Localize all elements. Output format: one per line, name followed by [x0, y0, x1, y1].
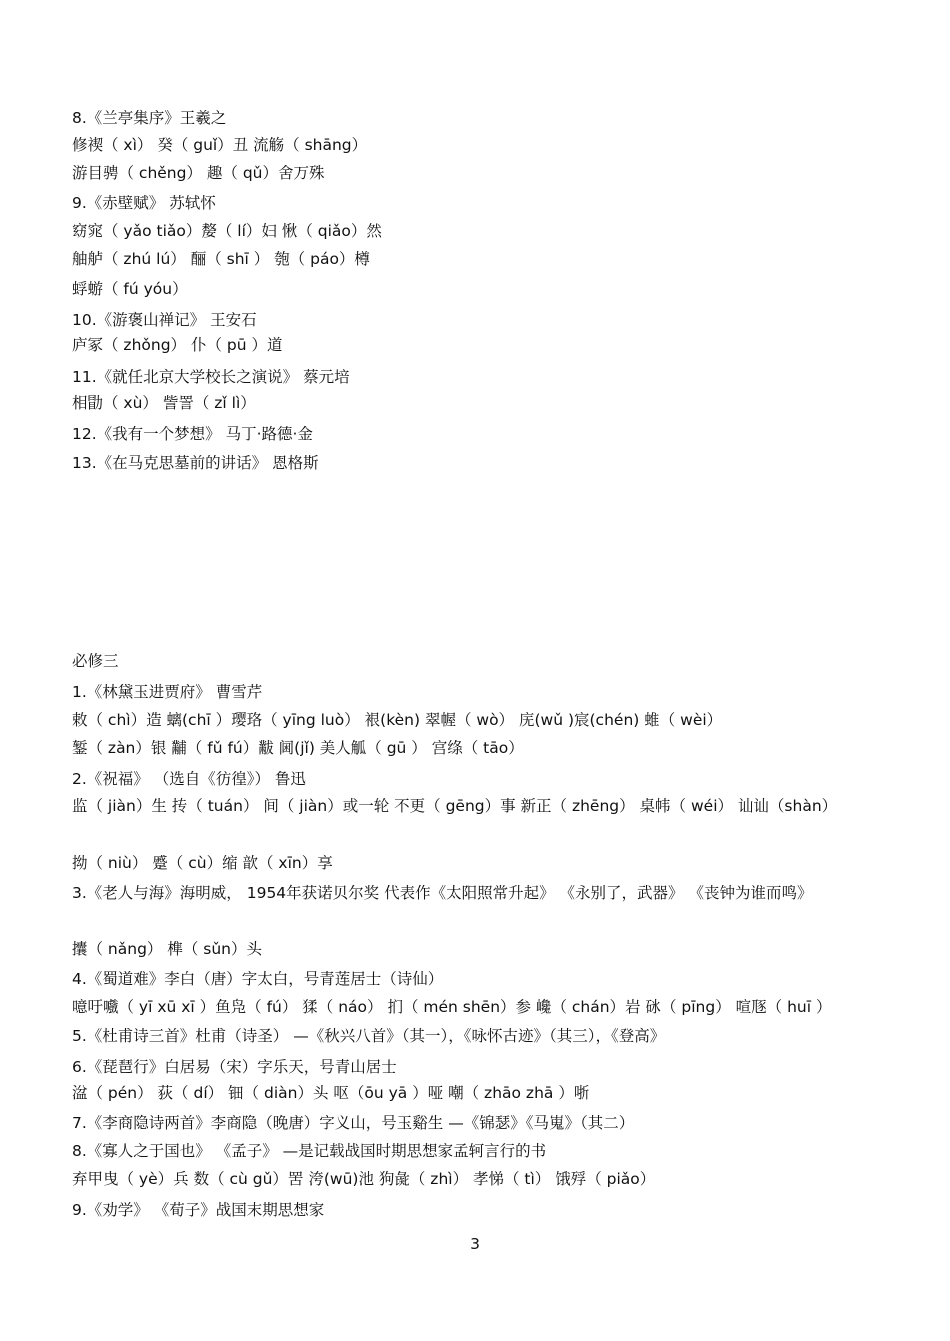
- text-line: 錾（ zàn）银 黼（ fǔ fú）黻 阃(jǐ) 美人觚（ gū ） 宫绦（ tāo）: [72, 739, 524, 757]
- text-line: 9.《劝学》 《荀子》战国末期思想家: [72, 1201, 325, 1219]
- text-line: 10.《游褒山禅记》 王安石: [72, 311, 257, 329]
- text-line: 湓（ pén） 荻（ dí） 钿（ diàn）头 呕（ōu yā ）哑 嘲（ zhāo zhā ）哳: [72, 1084, 590, 1102]
- text-line: 噫吁嚱（ yī xū xī ）鱼凫（ fú） 猱（ náo） 扪（ mén shēn）参 巉（ chán）岩 砯（ pīng） 喧豗（ huī ）: [72, 998, 832, 1016]
- text-line: 3.《老人与海》海明威， 1954年获诺贝尔奖 代表作《太阳照常升起》 《永别了，武器》 《丧钟为谁而鸣》: [72, 884, 813, 902]
- text-line: 11.《就任北京大学校长之演说》 蔡元培: [72, 368, 350, 386]
- text-line: 8.《寡人之于国也》 《孟子》 —是记载战国时期思想家孟轲言行的书: [72, 1142, 547, 1160]
- text-line: 7.《李商隐诗两首》李商隐（晚唐）字义山，号玉谿生 —《锦瑟》《马嵬》（其二）: [72, 1114, 635, 1132]
- text-line: 游目骋（ chěng） 趣（ qǔ）舍万殊: [72, 164, 325, 182]
- text-line: 弃甲曳（ yè）兵 数（ cù gǔ）罟 洿(wū)池 狗彘（ zhì） 孝悌（ tì） 饿殍（ piǎo）: [72, 1170, 656, 1188]
- text-line: 6.《琵琶行》白居易（宋）字乐天，号青山居士: [72, 1058, 397, 1076]
- text-line: 舳舻（ zhú lú） 酾（ shī ） 匏（ páo）樽: [72, 250, 370, 268]
- text-line: 8.《兰亭集序》王羲之: [72, 109, 227, 127]
- text-line: 相勖（ xù） 訾詈（ zǐ lì）: [72, 394, 256, 412]
- text-line: 9.《赤壁赋》 苏轼怀: [72, 194, 216, 212]
- section-heading: 必修三: [72, 652, 119, 670]
- text-line: 拗（ niù） 蹙（ cù）缩 歆（ xīn）享: [72, 854, 333, 872]
- text-line: 蜉蝣（ fú yóu）: [72, 280, 188, 298]
- text-line: 12.《我有一个梦想》 马丁·路德·金: [72, 425, 313, 443]
- text-line: 监（ jiàn）生 抟（ tuán） 间（ jiàn）或一轮 不更（ gēng）事 新正（ zhēng） 桌帏（ wéi） 讪讪（shàn）: [72, 797, 838, 815]
- text-line: 修禊（ xì） 癸（ guǐ）丑 流觞（ shāng）: [72, 136, 368, 154]
- text-line: 庐冢（ zhǒng） 仆（ pū ）道: [72, 336, 283, 354]
- text-line: 2.《祝福》 （选自《彷徨》） 鲁迅: [72, 770, 306, 788]
- text-line: 5.《杜甫诗三首》杜甫（诗圣） —《秋兴八首》（其一），《咏怀古迹》（其三），《登高》: [72, 1027, 666, 1045]
- text-line: 1.《林黛玉进贾府》 曹雪芹: [72, 683, 263, 701]
- text-line: 4.《蜀道难》李白（唐）字太白，号青莲居士（诗仙）: [72, 970, 444, 988]
- text-line: 13.《在马克思墓前的讲话》 恩格斯: [72, 454, 319, 472]
- text-line: 攮（ nǎng） 榫（ sǔn）头: [72, 940, 262, 958]
- text-line: 窈窕（ yǎo tiǎo）嫠（ lí）妇 愀（ qiǎo）然: [72, 222, 382, 240]
- page-number: 3: [470, 1235, 480, 1253]
- text-line: 敕（ chì）造 螭(chī ）璎珞（ yīng luò） 裉(kèn) 翠幄（ wò） 庑(wǔ )宸(chén) 蜼（ wèi）: [72, 711, 723, 729]
